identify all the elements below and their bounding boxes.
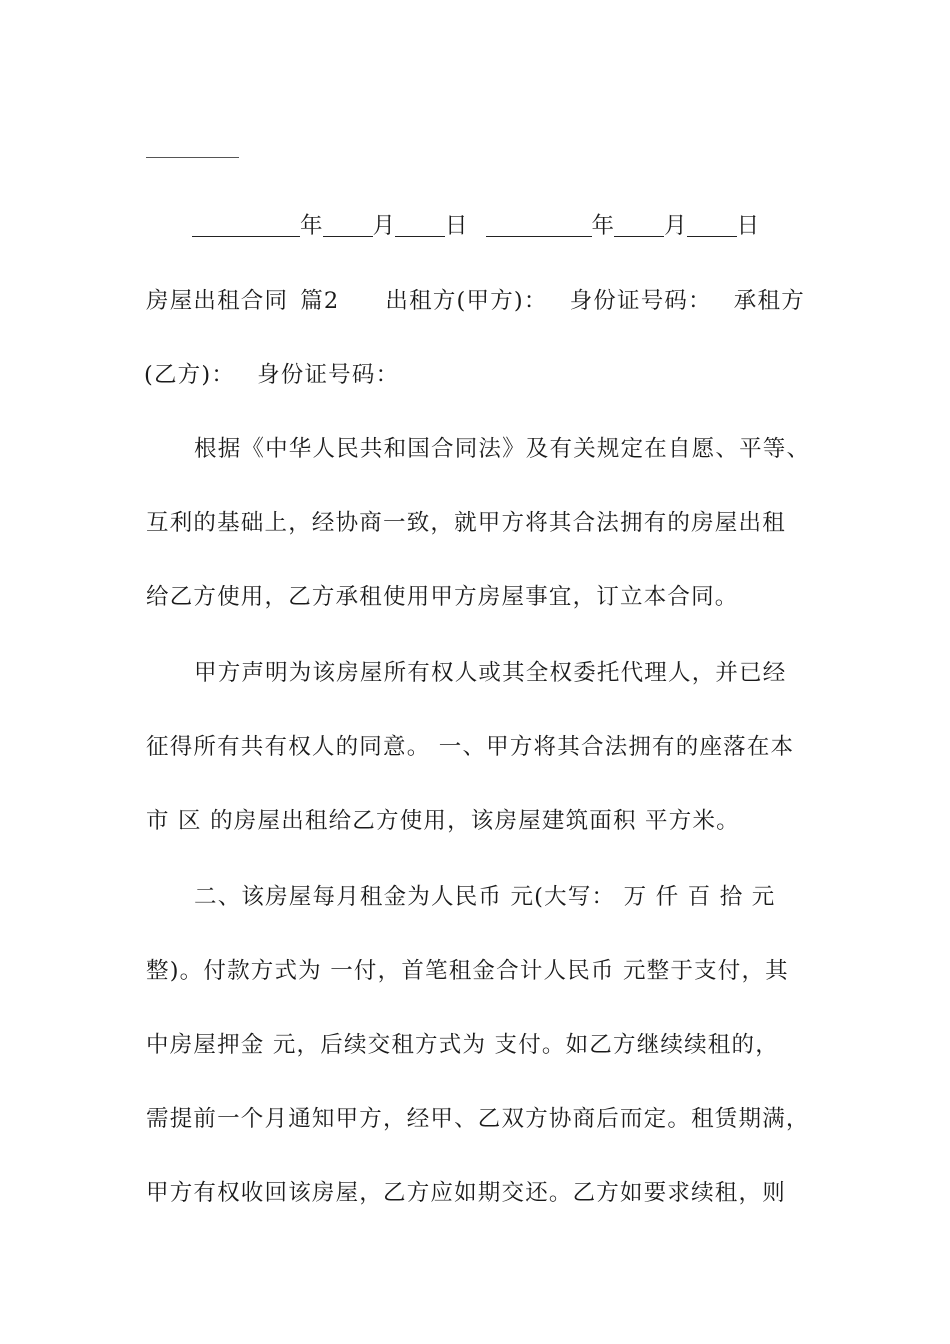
paragraph-3-line-5: 甲方有权收回该房屋，乙方应如期交还。乙方如要求续租，则: [146, 1180, 786, 1206]
day-label-2: 日: [736, 213, 760, 239]
contract-header-line: [146, 281, 826, 321]
year-label-1: 年: [300, 213, 323, 239]
contract-title: 房屋出租合同: [146, 288, 289, 314]
month-label-2: 月: [664, 213, 687, 239]
year-blank-2: [486, 210, 592, 237]
month-blank-1: [323, 210, 373, 237]
paragraph-3-line-1: 二、该房屋每月租金为人民币 元(大写： 万 仟 百 拾 元: [194, 884, 776, 910]
signature-blank-line: [146, 157, 239, 158]
paragraph-1-line-3: 给乙方使用，乙方承租使用甲方房屋事宜，订立本合同。: [146, 584, 739, 610]
year-blank-1: [192, 210, 300, 237]
day-blank-2: [687, 210, 737, 237]
paragraph-3-line-3: 中房屋押金 元，后续交租方式为 支付。如乙方继续续租的，: [146, 1032, 779, 1058]
paragraph-3-line-4: 需提前一个月通知甲方，经甲、乙双方协商后而定。租赁期满，: [146, 1106, 810, 1132]
lessor-id-label: 身份证号码：: [569, 288, 712, 314]
year-label-2: 年: [591, 213, 615, 239]
paragraph-2-line-1: 甲方声明为该房屋所有权人或其全权委托代理人，并已经: [194, 660, 787, 686]
paragraph-3-line-2: 整)。付款方式为 一付，首笔租金合计人民币 元整于支付，其: [146, 958, 789, 984]
lessor-label: 出租方(甲方)：: [385, 288, 548, 314]
paragraph-2-line-2: 征得所有共有权人的同意。 一、甲方将其合法拥有的座落在本: [146, 734, 795, 760]
paragraph-2-line-3: 市 区 的房屋出租给乙方使用，该房屋建筑面积 平方米。: [146, 808, 740, 834]
contract-part: 篇2: [300, 288, 340, 314]
lessee-line: [144, 355, 824, 395]
paragraph-1-line-2: 互利的基础上，经协商一致，就甲方将其合法拥有的房屋出租: [146, 510, 786, 536]
paragraph-1-line-1: 根据《中华人民共和国合同法》及有关规定在自愿、平等、: [194, 436, 811, 462]
lessee-id-label: 身份证号码：: [257, 362, 400, 388]
day-label-1: 日: [445, 213, 468, 239]
month-label-1: 月: [372, 213, 396, 239]
month-blank-2: [614, 210, 664, 237]
date-line: [192, 206, 872, 246]
lessee-label-end: (乙方)：: [144, 362, 236, 388]
lessee-label-start: 承租方: [733, 288, 805, 314]
day-blank-1: [395, 210, 445, 237]
